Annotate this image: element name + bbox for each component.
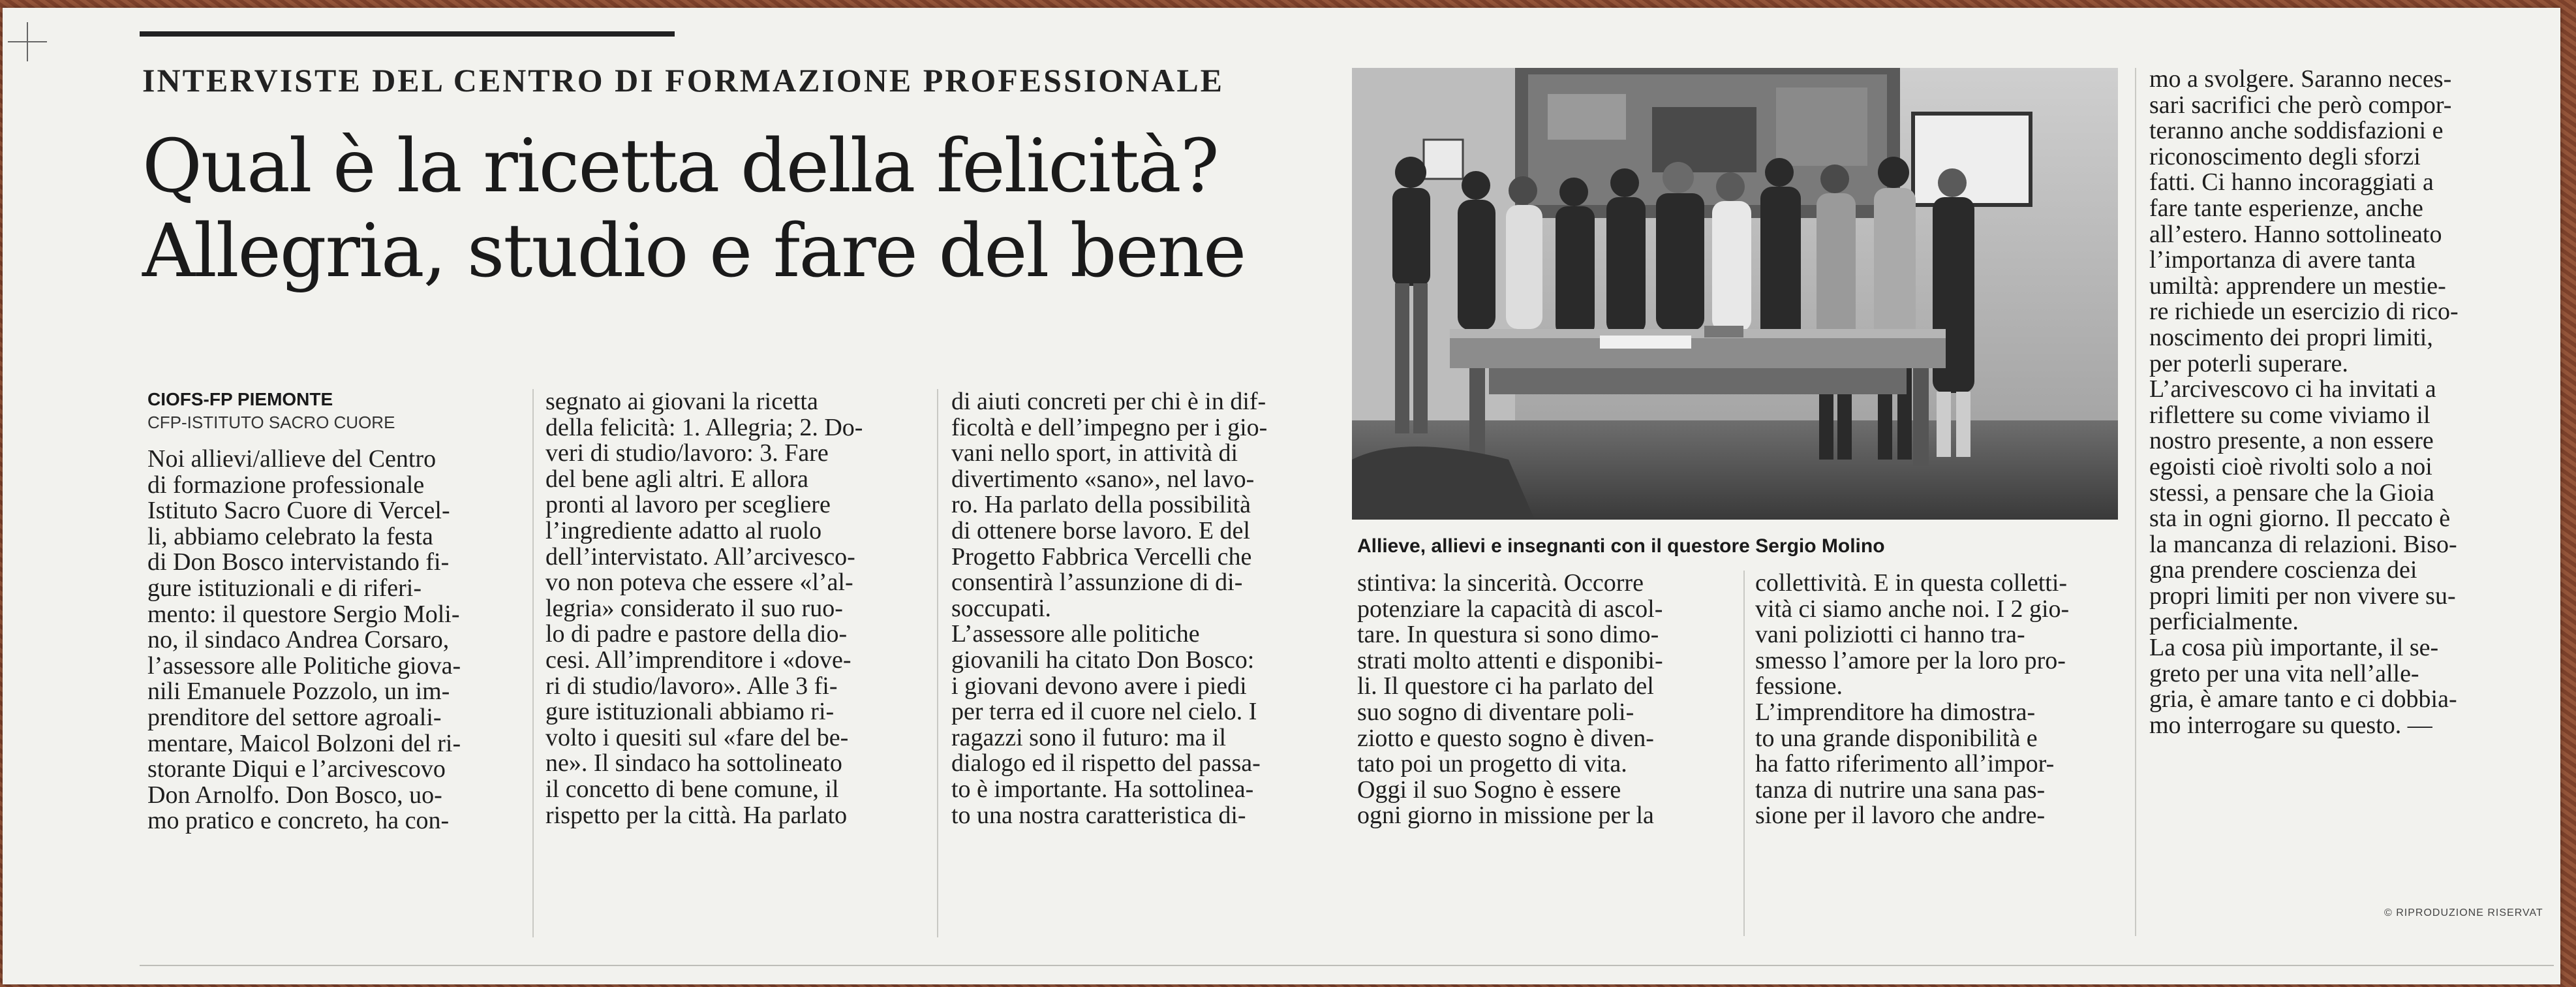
text-line: mentare, Maicol Bolzoni del ri- [147,729,461,757]
text-line: ro. Ha parlato della possibilità [951,491,1251,519]
text-line: egoisti cioè rivolti solo a noi [2149,452,2432,480]
text-line: stintiva: la sincerità. Occorre [1357,569,1644,597]
text-line: rispetto per la città. Ha parlato [545,801,848,829]
text-line: ragazzi sono il futuro: ma il [951,723,1227,751]
text-line: dell’intervistato. All’arcivesco- [545,542,855,571]
newspaper-clipping [3,8,2560,984]
byline-school: CFP-ISTITUTO SACRO CUORE [147,413,395,432]
text-line: l’ingrediente adatto al ruolo [545,516,822,544]
text-line: gria, è amare tanto e ci dobbia- [2149,685,2457,713]
text-line: vità ci siamo anche noi. I 2 gio- [1755,595,2070,623]
text-line: mento: il questore Sergio Moli- [147,600,460,628]
text-line: i giovani devono avere i piedi [951,672,1247,700]
text-line: sione per il lavoro che andre- [1755,802,2046,830]
article-column-6 [2149,67,2459,738]
text-line: di Don Bosco intervistando fi- [147,548,450,576]
text-line: di ottenere borse lavoro. E del [951,516,1250,544]
text-line: collettività. E in questa colletti- [1755,569,2068,597]
article-column-5 [1755,571,2069,829]
text-line: l’importanza di avere tanta [2149,246,2416,274]
text-line: consentirà l’assunzione di di- [951,569,1243,597]
group-photo-image [1352,68,2118,520]
text-line: vani nello sport, in attività di [951,439,1238,467]
text-line: volto i quesiti sul «fare del be- [545,723,849,751]
text-line: dialogo ed il rispetto del passa- [951,749,1261,777]
text-line: li. Il questore ci ha parlato del [1357,672,1654,700]
text-line: vani poliziotti ci hanno tra- [1755,621,2025,649]
text-line: divertimento «sano», nel lavo- [951,465,1255,493]
text-line: segnato ai giovani la ricetta [545,388,818,415]
text-line: giovanili ha citato Don Bosco: [951,646,1255,674]
text-line: nili Emanuele Pozzolo, un im- [147,678,450,706]
photo-caption: Allieve, allievi e insegnanti con il questore Sergio Molino [1357,535,1885,557]
text-line: della felicità: 1. Allegria; 2. Do- [545,413,863,441]
text-line: storante Diqui e l’arcivescovo [147,755,446,783]
byline-organization: CIOFS-FP PIEMONTE [147,389,333,409]
text-line: gna prendere coscienza dei [2149,556,2417,584]
column-rule [532,389,534,937]
text-line: to una grande disponibilità e [1755,724,2038,752]
text-line: mo interrogare su questo. — [2149,711,2432,739]
text-line: sari sacrifici che però compor- [2149,91,2452,119]
text-line: re richiede un esercizio di rico- [2149,298,2459,326]
crop-mark-icon [8,22,47,61]
text-line: ne». Il sindaco ha sottolineato [545,749,842,777]
text-line: del bene agli altri. E allora [545,465,809,493]
text-line: ri di studio/lavoro». Alle 3 fi- [545,672,838,700]
group-photo [1352,68,2118,520]
headline-line-1: Qual è la ricetta della felicità? [142,124,1218,209]
text-line: di formazione professionale [147,471,425,499]
top-rule [140,31,675,37]
text-line: l’assessore alle Politiche giova- [147,651,461,680]
text-line: per terra ed il cuore nel cielo. I [951,698,1257,726]
text-line: suo sogno di diventare poli- [1357,698,1634,726]
text-line: cesi. All’imprenditore i «dove- [545,646,851,674]
text-line: ziotto e questo sogno è diven- [1357,724,1654,752]
text-line: riflettere su come viviamo il [2149,401,2430,429]
kicker: INTERVISTE DEL CENTRO DI FORMAZIONE PROFESSIONALE [142,62,1225,99]
text-line: fare tante esperienze, anche [2149,194,2423,222]
text-line: ficoltà e dell’impegno per i gio- [951,413,1268,441]
text-line: greto per una vita nell’alle- [2149,659,2419,687]
article-column-3 [951,389,1267,828]
text-line: gure istituzionali abbiamo ri- [545,698,835,726]
text-line: no, il sindaco Andrea Corsaro, [147,626,450,654]
text-line: L’arcivescovo ci ha invitati a [2149,375,2436,403]
text-line: to una nostra caratteristica di- [951,801,1246,829]
text-line: mo a svolgere. Saranno neces- [2149,65,2452,93]
text-line: il concetto di bene comune, il [545,775,839,803]
text-line: gure istituzionali e di riferi- [147,574,422,602]
text-line: Don Arnolfo. Don Bosco, uo- [147,781,442,809]
text-line: umiltà: apprendere un mestie- [2149,272,2446,300]
article-column-4 [1357,571,1663,829]
text-line: la mancanza di relazioni. Biso- [2149,530,2457,558]
text-line: soccupati. [951,594,1052,622]
text-line: smesso l’amore per la loro pro- [1755,646,2066,674]
text-line: prenditore del settore agroali- [147,703,442,731]
text-line: di aiuti concreti per chi è in dif- [951,388,1266,415]
text-line: vo non poteva che essere «l’al- [545,569,853,597]
text-line: veri di studio/lavoro: 3. Fare [545,439,829,467]
text-line: riconoscimento degli sforzi [2149,142,2421,170]
text-line: nostro presente, a non essere [2149,427,2434,455]
text-line: pronti al lavoro per scegliere [545,491,831,519]
article-column-1 [147,446,461,834]
text-line: Oggi il suo Sogno è essere [1357,776,1621,804]
text-line: propri limiti per non vivere su- [2149,582,2456,610]
text-line: lo di padre e pastore della dio- [545,620,848,648]
headline-line-2: Allegria, studio e fare del bene [142,209,1246,294]
copyright-notice: © RIPRODUZIONE RISERVAT [2384,907,2543,918]
text-line: L’assessore alle politiche [951,620,1200,648]
headline [142,124,1245,294]
text-line: tato poi un progetto di vita. [1357,750,1627,778]
text-line: teranno anche soddisfazioni e [2149,117,2444,145]
text-line: potenziare la capacità di ascol- [1357,595,1663,623]
text-line: perficialmente. [2149,608,2299,636]
text-line: sta in ogni giorno. Il peccato è [2149,505,2451,533]
text-line: stessi, a pensare che la Gioia [2149,478,2434,507]
text-line: Progetto Fabbrica Vercelli che [951,542,1252,571]
column-rule [1743,571,1745,936]
text-line: noscimento dei propri limiti, [2149,323,2433,351]
text-line: ogni giorno in missione per la [1357,802,1654,830]
column-rule [937,389,938,937]
text-line: mo pratico e concreto, ha con- [147,807,450,835]
text-line: tare. In questura si sono dimo- [1357,621,1659,649]
text-line: all’estero. Hanno sottolineato [2149,220,2442,248]
text-line: tanza di nutrire una sana pas- [1755,776,2046,804]
text-line: to è importante. Ha sottolinea- [951,775,1254,803]
column-rule [2135,68,2136,936]
text-line: legria» considerato il suo ruo- [545,594,843,622]
text-line: ha fatto riferimento all’impor- [1755,750,2055,778]
article-column-2 [545,389,863,828]
text-line: Istituto Sacro Cuore di Vercel- [147,497,450,525]
text-line: fessione. [1755,672,1843,700]
bottom-rule [140,965,2554,966]
text-line: strati molto attenti e disponibi- [1357,646,1663,674]
text-line: li, abbiamo celebrato la festa [147,522,433,550]
text-line: per poterli superare. [2149,349,2348,377]
text-line: Noi allievi/allieve del Centro [147,445,437,473]
text-line: fatti. Ci hanno incoraggiati a [2149,168,2434,196]
text-line: La cosa più importante, il se- [2149,634,2439,662]
text-line: L’imprenditore ha dimostra- [1755,698,2036,726]
